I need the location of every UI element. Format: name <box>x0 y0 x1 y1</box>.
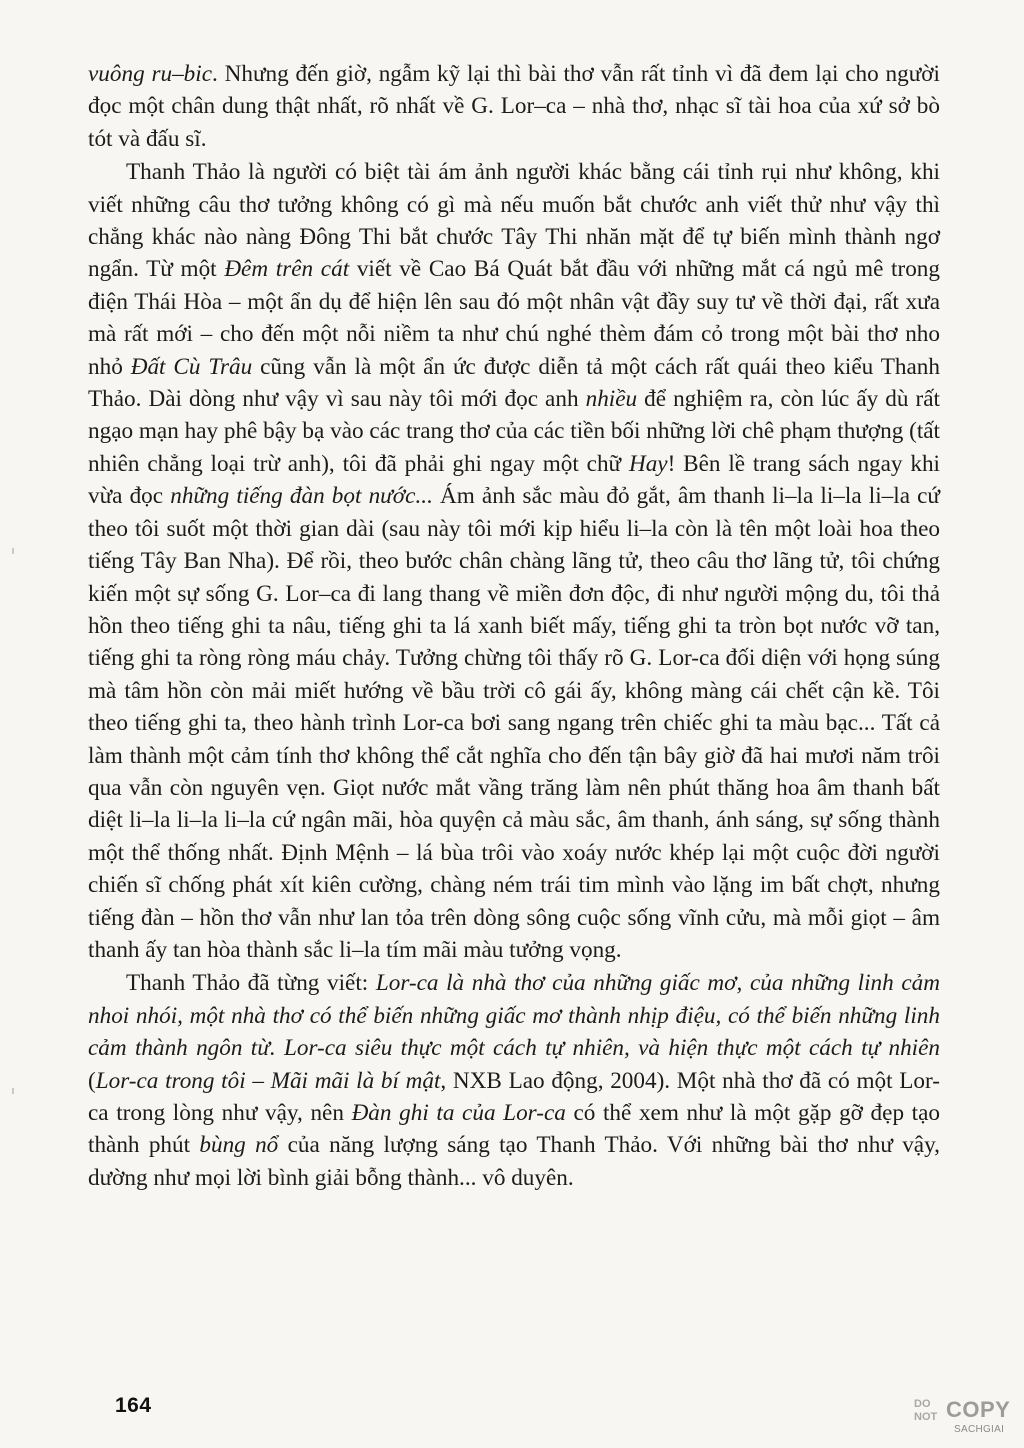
italic-text-run: bùng nổ <box>199 1132 279 1159</box>
watermark-brand: SACHGIAI <box>954 1424 1005 1435</box>
text-run: của năng lượng sáng tạo Thanh Thảo. Với những bài thơ như vậy, dường như mọi lời bình giải bỗng thành... vô duyên. <box>88 1132 940 1191</box>
watermark-copy: COPY <box>946 1397 1011 1422</box>
text-run: ( <box>88 1067 96 1094</box>
text-run: Ám ảnh sắc màu đỏ gắt, âm thanh li–la li–la li–la cứ theo tôi suốt một thời gian dài (sau này tôi mới kịp hiểu li–la còn là tên một loài hoa theo tiếng Tây Ban Nha). Để rồi, theo bước chân chàng lãng tử, theo câu thơ lãng tử, tôi chứng kiến một sự sống G. Lor–ca đi lang thang về miền đơn độc, đi như người mộng du, tôi thả hồn theo tiếng ghi ta nâu, tiếng ghi ta lá xanh biết mấy, tiếng ghi ta tròn bọt nước vỡ tan, tiếng ghi ta ròng ròng máu chảy. Tưởng chừng tôi thấy rõ G. Lor-ca đối diện với họng súng mà tâm hồn còn mải miết hướng về bầu trời cô gái ấy, không màng cái chết cận kề. Tôi theo tiếng ghi ta, theo hành trình Lor-ca bơi sang ngang trên chiếc ghi ta màu bạc... Tất cả làm thành một cảm tính thơ không thể cắt nghĩa cho đến tận bây giờ đã hai mươi năm trôi qua vẫn còn nguyên vẹn. Giọt nước mắt vầng trăng làm nên phút thăng hoa âm thanh bất diệt li–la li–la li–la cứ ngân mãi, hòa quyện cả màu sắc, âm thanh, ánh sáng, sự sống thành một thể thống nhất. Định Mệnh – lá bùa trôi vào xoáy nước khép lại một cuộc đời người chiến sĩ chống phát xít kiên cường, chàng ném trái tim mình vào lặng im bất chợt, nhưng tiếng đàn – hồn thơ vẫn như lan tỏa trên dòng sông cuộc sống vĩnh cửu, mà mỗi giọt – âm thanh ấy tan hòa thành sắc li–la tím mãi màu tưởng vọng. <box>88 483 940 963</box>
text-run: cũng vẫn là một ẩn ức được diễn tả một cách rất quái theo kiểu Thanh Thảo. Dài dòng như vậy vì sau này tôi mới đọc anh <box>88 353 940 413</box>
text-run: ! Bên lề trang sách ngay khi vừa đọc <box>88 450 940 510</box>
body-paragraph <box>88 58 940 155</box>
italic-text-run: Hay <box>628 450 668 477</box>
page-body <box>88 58 940 1194</box>
italic-text-run: Lor-ca trong tôi – Mãi mãi là bí mật <box>95 1067 441 1094</box>
italic-text-run: nhiều <box>585 386 638 413</box>
italic-text-run: Đất Cù Trâu <box>130 353 253 380</box>
body-paragraph <box>88 967 940 1194</box>
italic-text-run: vuông ru–bic <box>88 61 213 87</box>
text-run: Thanh Thảo là người có biệt tài ám ảnh người khác bằng cái tỉnh rụi như không, khi viết những câu thơ tưởng không có gì mà nếu muốn bắt chước anh viết thử như vậy thì chẳng khác nào nàng Đông Thi bắt chước Tây Thi nhăn mặt để tự biến mình thành ngơ ngẩn. Từ một <box>88 159 940 283</box>
scan-mark <box>12 548 14 554</box>
watermark-not: NOT <box>914 1411 938 1423</box>
italic-text-run: Đàn ghi ta của Lor-ca <box>351 1100 566 1126</box>
italic-text-run: Lor-ca là nhà thơ của những giấc mơ, của những linh cảm nhoi nhói, một nhà thơ có thể biến những giấc mơ thành nhịp điệu, có thể biến những linh cảm thành ngôn từ. Lor-ca siêu thực một cách tự nhiên, và hiện thực một cách tự nhiên <box>88 970 940 1062</box>
text-run: Thanh Thảo đã từng viết: <box>126 970 376 997</box>
watermark-do: DO <box>914 1398 931 1410</box>
text-run: viết về Cao Bá Quát bắt đầu với những mắt cá ngủ mê trong điện Thái Hòa – một ẩn dụ để hiện lên sau đó một nhân vật đầy suy tư về thời đại, rất xưa mà rất mới – cho đến một nỗi niềm ta như chú nghé thèm đám cỏ trong một bài thơ nho nhỏ <box>88 256 940 380</box>
body-paragraph <box>88 156 940 966</box>
page-number: 164 <box>115 1394 152 1417</box>
text-run: , NXB Lao động, 2004). Một nhà thơ đã có một Lor-ca trong lòng như vậy, nên <box>88 1067 940 1126</box>
text-run: có thể xem như là một gặp gỡ đẹp tạo thành phút <box>88 1100 940 1159</box>
text-run: . Nhưng đến giờ, ngẫm kỹ lại thì bài thơ vẫn rất tỉnh vì đã đem lại cho người đọc một chân dung thật nhất, rõ nhất về G. Lor–ca – nhà thơ, nhạc sĩ tài hoa của xứ sở bò tót và đấu sĩ. <box>88 61 940 152</box>
text-run: để nghiệm ra, còn lúc ấy dù rất ngạo mạn hay phê bậy bạ vào các trang thơ của các tiền bối những lời chê phạm thượng (tất nhiên chẳng loại trừ anh), tôi đã phải ghi ngay một chữ <box>88 386 940 477</box>
italic-text-run: Đêm trên cát <box>224 256 350 283</box>
italic-text-run: những tiếng đàn bọt nước... <box>170 483 433 510</box>
copy-watermark <box>912 1398 1016 1442</box>
scan-mark <box>12 1088 14 1094</box>
